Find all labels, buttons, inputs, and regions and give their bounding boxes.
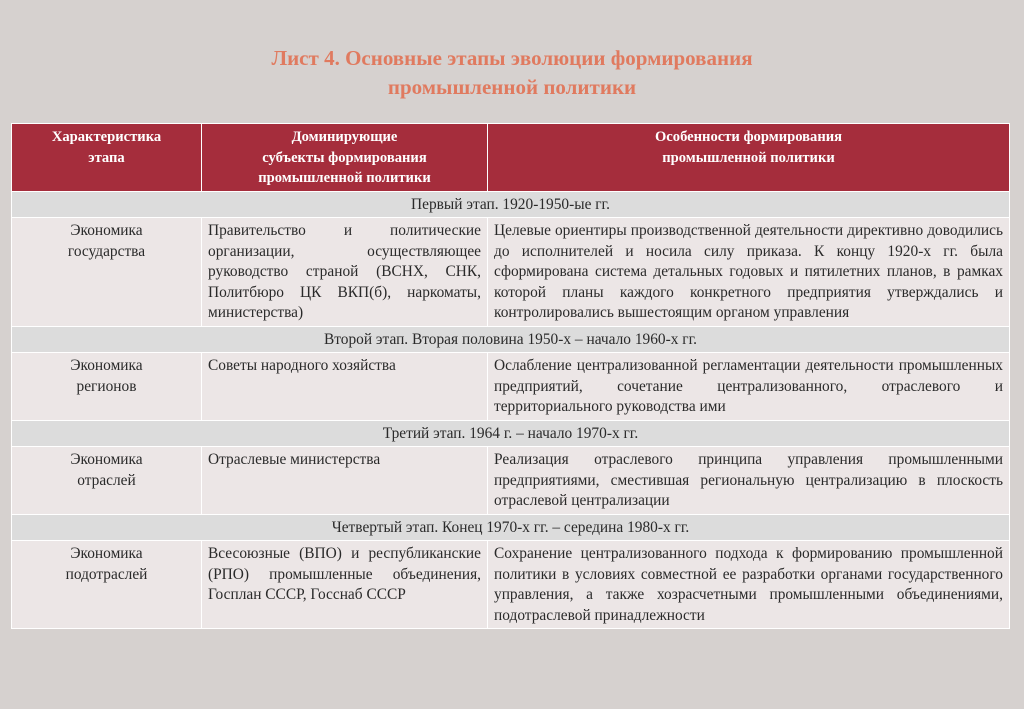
stage-row <box>12 514 1010 541</box>
header-subjects <box>202 124 488 192</box>
page-title-line-2: промышленной политики <box>387 75 637 99</box>
stage-row <box>12 191 1010 218</box>
stage-label: Второй этап. Вторая половина 1950-х – начало 1960-х гг. <box>12 326 1010 353</box>
subjects-cell: Всесоюзные (ВПО) и республиканские (РПО) промышленные объединения, Госплан СССР, Госснаб СССР <box>202 541 488 629</box>
characteristic-cell <box>12 541 202 629</box>
characteristic-line: подотраслей <box>65 565 148 583</box>
features-cell: Целевые ориентиры производственной деятельности директивно доводились до исполнителей и носила силу приказа. К концу 1920-х гг. была сформирована система детальных годовых и пятилетних планов, в рамках которой планы каждого конкретного предприятия утверждались и контролировались вышестоящим органом управления <box>488 218 1010 327</box>
table-row <box>12 218 1010 327</box>
header-characteristic <box>12 124 202 192</box>
characteristic-cell <box>12 218 202 327</box>
characteristic-cell <box>12 447 202 515</box>
subjects-cell: Отраслевые министерства <box>202 447 488 515</box>
stage-label: Четвертый этап. Конец 1970-х гг. – середина 1980-х гг. <box>12 514 1010 541</box>
table-row <box>12 447 1010 515</box>
stage-label: Третий этап. 1964 г. – начало 1970-х гг. <box>12 420 1010 447</box>
characteristic-cell <box>12 353 202 421</box>
header-line: промышленной политики <box>258 170 431 186</box>
header-line: этапа <box>88 149 125 166</box>
features-cell: Сохранение централизованного подхода к формированию промышленной политики в условиях совместной ее разработки органами государственного управления, а также хозрасчетными промышленными объединениями, подотраслевой принадлежности <box>488 541 1010 629</box>
features-cell: Реализация отраслевого принципа управления промышленными предприятиями, сместившая региональную централизацию в плоскость отраслевой централизации <box>488 447 1010 515</box>
features-cell: Ослабление централизованной регламентации деятельности промышленных предприятий, сочетание централизованного, отраслевого и территориального руководства ими <box>488 353 1010 421</box>
subjects-cell: Правительство и политические организации, осуществляющее руководство страной (ВСНХ, СНК, Политбюро ЦК ВКП(б), наркоматы, министерства) <box>202 218 488 327</box>
stage-label: Первый этап. 1920-1950-ые гг. <box>12 191 1010 218</box>
table-row <box>12 353 1010 421</box>
characteristic-line: отраслей <box>77 471 136 489</box>
table-header-row <box>12 124 1010 192</box>
header-line: Доминирующие <box>291 129 398 145</box>
stage-row <box>12 326 1010 353</box>
page-title <box>0 44 1024 102</box>
characteristic-line: государства <box>67 242 146 260</box>
header-features <box>488 124 1010 192</box>
characteristic-line: Экономика <box>70 545 143 562</box>
header-line: субъекты формирования <box>262 149 427 166</box>
table-row <box>12 541 1010 629</box>
characteristic-line: Экономика <box>70 357 143 374</box>
subjects-cell: Советы народного хозяйства <box>202 353 488 421</box>
stages-table <box>11 123 1010 629</box>
header-line: Характеристика <box>51 129 162 145</box>
characteristic-line: Экономика <box>70 222 143 239</box>
characteristic-line: регионов <box>76 377 137 395</box>
characteristic-line: Экономика <box>70 451 143 468</box>
header-line: промышленной политики <box>662 149 835 166</box>
page-title-line-1: Лист 4. Основные этапы эволюции формирования <box>271 46 753 70</box>
stage-row <box>12 420 1010 447</box>
header-line: Особенности формирования <box>654 129 843 145</box>
